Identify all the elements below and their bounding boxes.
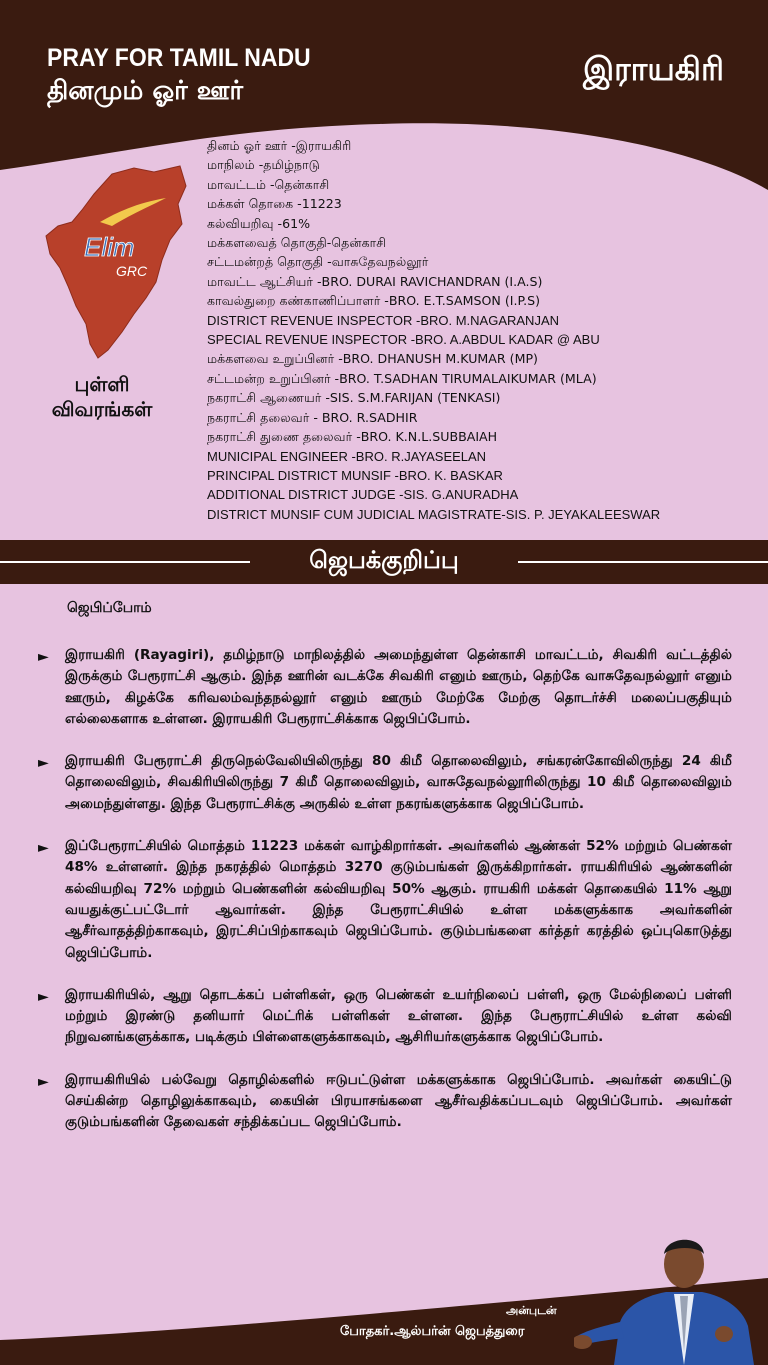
prayer-bullet-text: இராயகிரியில் பல்வேறு தொழில்களில் ஈடுபட்டுள்ள மக்களுக்காக ஜெபிப்போம். அவர்கள் கையிட்டு செய்கின்ற தொழிலுக்காகவும், கையின் பிரயாசங்களை ஆசீர்வதிக்கப்படவும் ஜெபிப்போம். அவர்கள் குடும்பங்களின் தேவைகள் சந்திக்கப்பட ஜெபிப்போம்.	[65, 1071, 732, 1131]
info-row: DISTRICT REVENUE INSPECTOR -BRO. M.NAGARANJAN	[207, 312, 560, 328]
info-row: தினம் ஓர் ஊர் -இராயகிரி	[207, 138, 352, 153]
info-row: மக்களவை உறுப்பினர் -BRO. DHANUSH M.KUMAR (MP)	[207, 351, 538, 367]
prayer-bullet-text: இராயகிரி (Rayagiri), தமிழ்நாடு மாநிலத்தில் அமைந்துள்ள தென்காசி மாவட்டம், சிவகிரி வட்டத்தில் இருக்கும் பேரூராட்சி ஆகும். இந்த ஊரின் வடக்கே சிவகிரி எனும் ஊரும், தெற்கே வாசுதேவநல்லூர் எனும் ஊரும், கிழக்கே கரிவலம்வந்தநல்லூர் எனும் ஊரும் மேற்கே மேற்கு தொடர்ச்சி மலைப்பகுதியும் எல்லைகளாக உள்ளன. இராயகிரி பேரூராட்சிக்காக ஜெபிப்போம்.	[65, 647, 732, 727]
signature-name: போதகர்.ஆல்பர்ன் ஜெபத்துரை	[340, 1324, 525, 1339]
pastor-photo	[574, 1222, 768, 1365]
header-title-ta: தினமும் ஓர் ஊர்	[47, 76, 244, 106]
prayer-points-band	[0, 540, 768, 584]
info-row: மாவட்டம் -தென்காசி	[207, 176, 330, 192]
info-row: SPECIAL REVENUE INSPECTOR -BRO. A.ABDUL KADAR @ ABU	[207, 332, 600, 348]
logo-subtext: GRC	[116, 263, 148, 279]
signature-greeting: அன்புடன்	[506, 1304, 557, 1317]
info-row: மக்கள் தொகை -11223	[207, 196, 342, 212]
village-info-list	[207, 136, 752, 524]
prayer-bullet	[38, 1070, 732, 1134]
prayer-bullet	[38, 751, 732, 815]
info-row: MUNICIPAL ENGINEER -BRO. R.JAYASEELAN	[207, 448, 487, 464]
prayer-bullet-text: இராயகிரியில், ஆறு தொடக்கப் பள்ளிகள், ஒரு பெண்கள் உயர்நிலைப் பள்ளி, ஒரு மேல்நிலைப் பள்ளி மற்றும் இரண்டு தனியார் மெட்ரிக் பள்ளிகள் உள்ளன. இந்த பேரூராட்சியில் உள்ள கல்வி நிறுவனங்களுக்காக, படிக்கும் பிள்ளைகளுக்காகவும், ஆசிரியர்களுக்காக ஜெபிப்போம்.	[65, 986, 732, 1046]
info-row: DISTRICT MUNSIF CUM JUDICIAL MAGISTRATE-SIS. P. JEYAKALEESWAR	[207, 506, 661, 522]
info-row: நகராட்சி தலைவர் - BRO. R.SADHIR	[207, 409, 418, 425]
info-row: கல்வியறிவு -61%	[207, 215, 311, 231]
header-title-en: PRAY FOR TAMIL NADU	[47, 44, 311, 72]
info-row: நகராட்சி துணை தலைவர் -BRO. K.N.L.SUBBAIAH	[207, 429, 498, 445]
map-shape	[46, 166, 186, 358]
info-row: மாவட்ட ஆட்சியர் -BRO. DURAI RAVICHANDRAN (I.A.S)	[207, 273, 543, 289]
bullet-arrow-icon: ►	[38, 840, 49, 857]
prayer-points-title: ஜெபக்குறிப்பு	[297, 546, 470, 574]
prayer-bullet-text: இப்பேரூராட்சியில் மொத்தம் 11223 மக்கள் வாழ்கிறார்கள். அவர்களில் ஆண்கள் 52% மற்றும் பெண்கள் 48% உள்ளனர். இந்த நகரத்தில் மொத்தம் 3270 குடும்பங்கள் இருக்கிறார்கள். ராயகிரியில் ஆண்களின் கல்வியறிவு 72% மற்றும் பெண்களின் கல்வியறிவு 50% ஆகும். ராயகிரி மக்கள் தொகையில் 11% ஆறு வயதுக்குட்பட்டோர் ஆவார்கள். இந்த பேரூராட்சியில் உள்ள மக்களுக்காக அவர்களின் ஆசீர்வாதத்திற்காகவும், இரட்சிப்பிற்காகவும் ஜெபிப்போம். குடும்பங்களை கர்த்தர் கரத்தில் ஒப்புகொடுத்து ஜெபிப்போம்.	[65, 838, 732, 961]
pray-label: ஜெபிப்போம்	[67, 600, 152, 616]
map-caption	[42, 372, 162, 422]
bullet-arrow-icon: ►	[38, 1073, 49, 1090]
info-row: காவல்துறை கண்காணிப்பாளர் -BRO. E.T.SAMSON (I.P.S)	[207, 293, 540, 309]
bullet-arrow-icon: ►	[38, 649, 49, 665]
info-row: மாநிலம் -தமிழ்நாடு	[207, 157, 320, 173]
tamil-nadu-map-logo	[42, 164, 190, 360]
map-caption-line1: புள்ளி	[74, 372, 130, 396]
info-row: மக்களவைத் தொகுதி-தென்காசி	[207, 235, 387, 251]
map-caption-line2: விவரங்கள்	[51, 397, 153, 421]
info-row: PRINCIPAL DISTRICT MUNSIF -BRO. K. BASKAR	[207, 467, 503, 483]
info-row: சட்டமன்ற உறுப்பினர் -BRO. T.SADHAN TIRUMALAIKUMAR (MLA)	[207, 370, 597, 386]
info-row: சட்டமன்றத் தொகுதி -வாசுதேவநல்லூர்	[207, 254, 429, 270]
bullet-arrow-icon: ►	[38, 988, 49, 1005]
prayer-bullets	[38, 645, 732, 1155]
prayer-bullet	[38, 645, 732, 730]
village-name: இராயகிரி	[582, 50, 724, 88]
info-row: நகராட்சி ஆணையர் -SIS. S.M.FARIJAN (TENKASI)	[207, 390, 501, 406]
bullet-arrow-icon: ►	[38, 755, 49, 772]
info-row: ADDITIONAL DISTRICT JUDGE -SIS. G.ANURADHA	[207, 487, 519, 503]
prayer-bullet-text: இராயகிரி பேரூராட்சி திருநெல்வேலியிலிருந்து 80 கிமீ தொலைவிலும், சங்கரன்கோவிலிருந்து 24 கிமீ தொலைவிலும், சிவகிரியிலிருந்து 7 கிமீ தொலைவிலும், வாசுதேவநல்லூரிலிருந்து 10 கிமீ தொலைவிலும் அமைந்துள்ளது. இந்த பேரூராட்சிக்கு அருகில் உள்ள நகரங்களுக்காக ஜெபிப்போம்.	[65, 753, 732, 812]
prayer-bullet	[38, 985, 732, 1049]
logo-text: Elim	[84, 232, 135, 262]
prayer-bullet	[38, 836, 732, 964]
prayer-points-title-wrap	[0, 546, 768, 577]
